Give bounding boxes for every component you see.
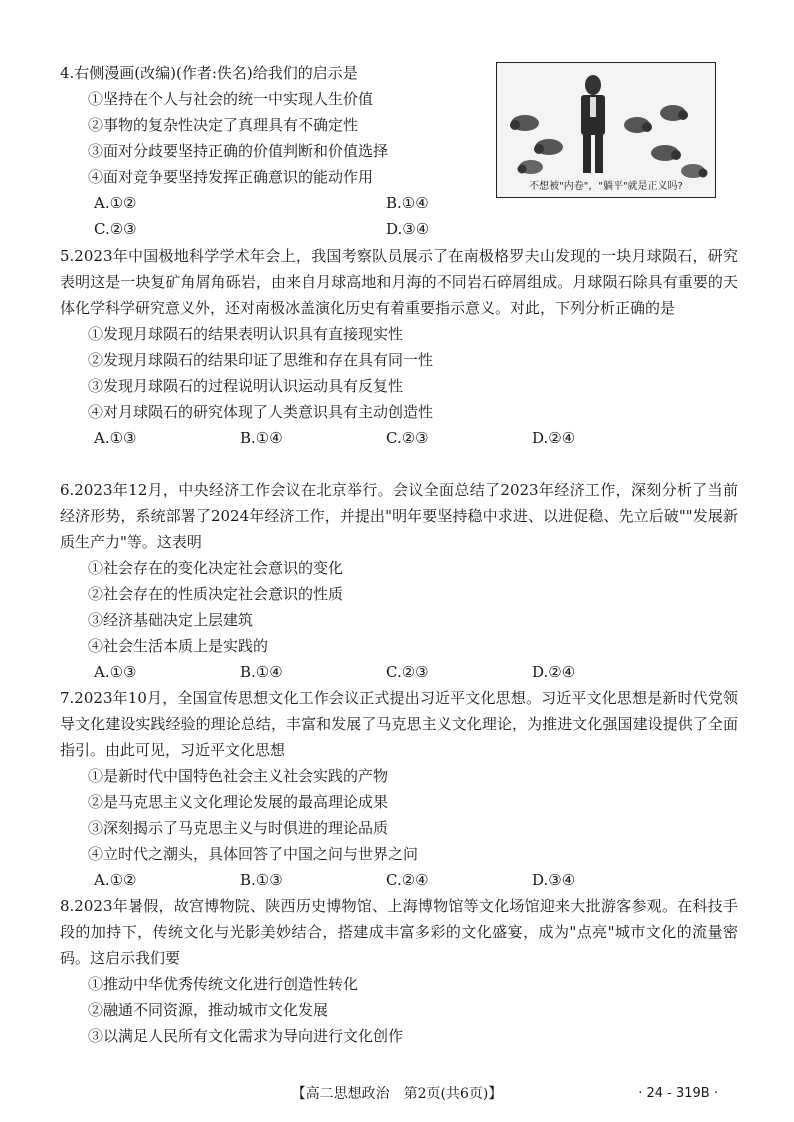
- choice-b: B.①④: [386, 194, 429, 212]
- choice-a: A.①③: [94, 663, 137, 681]
- footer-exam-code: · 24 - 319B ·: [638, 1086, 718, 1101]
- choice-d: D.②④: [532, 429, 576, 447]
- question-6-option-4: ④社会生活本质上是实践的: [88, 637, 269, 655]
- question-4-option-4: ④面对竞争要坚持发挥正确意识的能动作用: [88, 168, 374, 186]
- choice-a: A.①②: [94, 194, 137, 212]
- question-8-option-3: ③以满足人民所有文化需求为导向进行文化创作: [88, 1027, 404, 1045]
- question-5: [60, 243, 738, 451]
- question-7: [60, 685, 738, 893]
- question-4-option-1: ①坚持在个人与社会的统一中实现人生价值: [88, 90, 374, 108]
- choice-c: C.②③: [94, 220, 137, 238]
- question-7-choices: [60, 867, 738, 893]
- question-4-option-2: ②事物的复杂性决定了真理具有不确定性: [88, 116, 359, 134]
- question-5-option-4: ④对月球陨石的研究体现了人类意识具有主动创造性: [88, 403, 434, 421]
- question-5-choices: [60, 425, 738, 451]
- question-6-choices: [60, 659, 738, 685]
- choice-c: C.②③: [386, 663, 429, 681]
- question-7-option-3: ③深刻揭示了马克思主义与时俱进的理论品质: [88, 819, 389, 837]
- choice-d: D.③④: [386, 220, 430, 238]
- question-5-option-1: ①发现月球陨石的结果表明认识具有直接现实性: [88, 325, 404, 343]
- choice-d: D.③④: [532, 871, 576, 889]
- question-7-stem: 7.2023年10月，全国宣传思想文化工作会议正式提出习近平文化思想。习近平文化思想是新时代党领导文化建设实践经验的理论总结，丰富和发展了马克思主义文化理论，为推进文化强国建设提供了全面指引。由此可见，习近平文化思想: [60, 689, 738, 759]
- question-4-stem: 4.右侧漫画(改编)(作者:佚名)给我们的启示是: [60, 64, 358, 82]
- question-7-option-4: ④立时代之潮头，具体回答了中国之问与世界之问: [88, 845, 419, 863]
- cartoon-illustration: [496, 62, 716, 198]
- cartoon-drawing: [497, 63, 716, 198]
- question-7-option-2: ②是马克思主义文化理论发展的最高理论成果: [88, 793, 389, 811]
- choice-d: D.②④: [532, 663, 576, 681]
- question-5-stem: 5.2023年中国极地科学学术年会上，我国考察队员展示了在南极格罗夫山发现的一块月球陨石，研究表明这是一块复矿角屑角砾岩，由来自月球高地和月海的不同岩石碎屑组成。月球陨石除具有重要的天体化学科学研究意义外，还对南极冰盖演化历史有着重要指示意义。对此，下列分析正确的是: [60, 247, 738, 317]
- question-7-option-1: ①是新时代中国特色社会主义社会实践的产物: [88, 767, 389, 785]
- choice-a: A.①②: [94, 871, 137, 889]
- question-8-option-1: ①推动中华优秀传统文化进行创造性转化: [88, 975, 359, 993]
- question-4-option-3: ③面对分歧要坚持正确的价值判断和价值选择: [88, 142, 389, 160]
- choice-b: B.①④: [240, 663, 283, 681]
- footer-page-label: 【高二思想政治 第2页(共6页)】: [291, 1086, 503, 1102]
- question-4: [60, 60, 490, 190]
- choice-a: A.①③: [94, 429, 137, 447]
- choice-b: B.①④: [240, 429, 283, 447]
- cartoon-caption: 不想被"内卷"，"躺平"就是正义吗?: [529, 181, 683, 192]
- question-5-option-2: ②发现月球陨石的结果印证了思维和存在具有同一性: [88, 351, 434, 369]
- question-8: [60, 893, 738, 1049]
- choice-c: C.②③: [386, 429, 429, 447]
- page-footer: [0, 1082, 794, 1106]
- question-6-stem: 6.2023年12月，中央经济工作会议在北京举行。会议全面总结了2023年经济工作，深刻分析了当前经济形势，系统部署了2024年经济工作，并提出"明年要坚持稳中求进、以进促稳、先立后破""发展新质生产力"等。这表明: [60, 481, 738, 551]
- choice-c: C.②④: [386, 871, 429, 889]
- question-5-option-3: ③发现月球陨石的过程说明认识运动具有反复性: [88, 377, 404, 395]
- question-6-option-1: ①社会存在的变化决定社会意识的变化: [88, 559, 344, 577]
- choice-b: B.①③: [240, 871, 283, 889]
- question-6: [60, 477, 738, 685]
- question-8-stem: 8.2023年暑假，故宫博物院、陕西历史博物馆、上海博物馆等文化场馆迎来大批游客参观。在科技手段的加持下，传统文化与光影美妙结合，搭建成丰富多彩的文化盛宴，成为"点亮"城市文化的流量密码。这启示我们要: [60, 897, 738, 967]
- question-6-option-2: ②社会存在的性质决定社会意识的性质: [88, 585, 344, 603]
- question-6-option-3: ③经济基础决定上层建筑: [88, 611, 254, 629]
- question-8-option-2: ②融通不同资源，推动城市文化发展: [88, 1001, 329, 1019]
